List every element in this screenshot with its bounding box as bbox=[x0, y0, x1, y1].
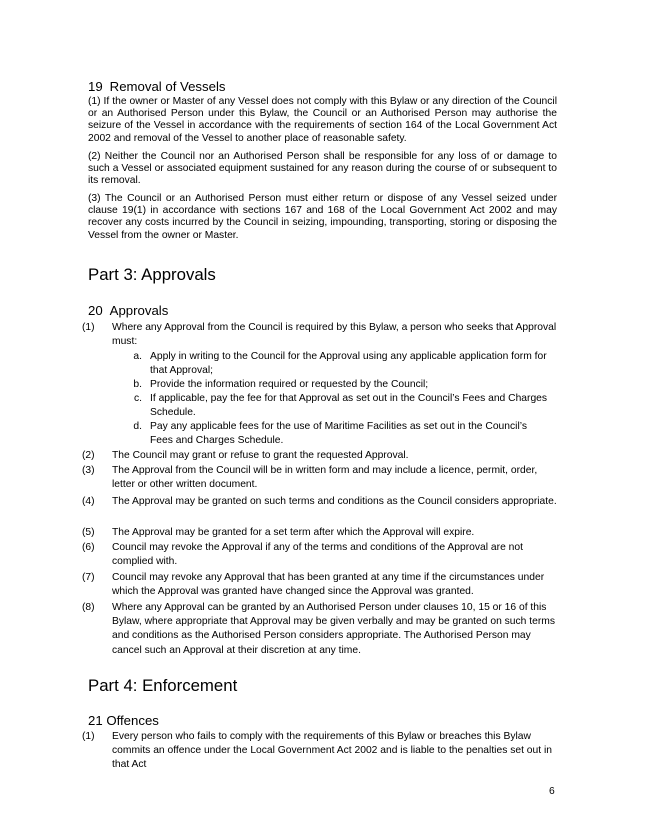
section-19-heading bbox=[88, 79, 225, 94]
list-item-label: (2) bbox=[82, 450, 95, 461]
list-item-label: (7) bbox=[82, 572, 95, 583]
list-item-text: The Council may grant or refuse to grant the requested Approval. bbox=[112, 450, 409, 461]
section-20-heading bbox=[88, 303, 168, 318]
section-19-para-2: (2) Neither the Council nor an Authorised Person shall be responsible for any loss of or damage to such a Vessel or associated equipment sustained for any reason during the course of or subsequent to its removal. bbox=[88, 151, 557, 187]
section-number: 20 bbox=[88, 303, 103, 318]
list-item-label: (8) bbox=[82, 602, 95, 613]
list-item-text: Council may revoke the Approval if any of the terms and conditions of the Approval are not complied with. bbox=[112, 542, 523, 568]
list-item-label: (1) bbox=[82, 731, 95, 742]
list-item-text: The Approval from the Council will be in written form and may include a licence, permit, order, letter or other written document. bbox=[112, 465, 538, 491]
section-19-para-1: (1) If the owner or Master of any Vessel does not comply with this Bylaw or any direction of the Council or an Authorised Person under this Bylaw, the Council or an Authorised Person may authorise the seizure of the Vessel in accordance with the requirements of section 164 of the Local Government Act 2002 and removal of the Vessel to another place of reasonable safety. bbox=[88, 96, 557, 144]
sub-item-label: a. bbox=[133, 351, 142, 362]
sub-item-label: d. bbox=[133, 421, 142, 432]
sub-item-text: Pay any applicable fees for the use of Maritime Facilities as set out in the Council’s Fees and Charges Schedule. bbox=[150, 421, 527, 447]
part-3-heading: Part 3: Approvals bbox=[88, 265, 216, 284]
list-item-label: (4) bbox=[82, 496, 95, 507]
page-number: 6 bbox=[549, 786, 555, 797]
document-page bbox=[82, 0, 557, 834]
list-item-text: The Approval may be granted on such terms and conditions as the Council considers appropriate. bbox=[112, 496, 557, 507]
sub-item-text: Provide the information required or requested by the Council; bbox=[150, 379, 429, 390]
list-item-label: (5) bbox=[82, 527, 95, 538]
section-21-heading: 21 Offences bbox=[88, 713, 159, 728]
list-item-text: The Approval may be granted for a set term after which the Approval will expire. bbox=[112, 527, 475, 538]
list-item-text: Every person who fails to comply with the requirements of this Bylaw or breaches this Bylaw commits an offence under the Local Government Act 2002 and is liable to the penalties set out in that Act bbox=[112, 731, 552, 771]
list-item-text: Where any Approval can be granted by an Authorised Person under clauses 10, 15 or 16 of this Bylaw, where appropriate that Approval may be given verbally and may be granted on such terms and conditions as the Authorised Person considers appropriate. The Authorised Person may cancel such an Approval at their discretion at any time. bbox=[112, 602, 556, 656]
sub-item-text: If applicable, pay the fee for that Approval as set out in the Council’s Fees and Charges Schedule. bbox=[150, 393, 548, 419]
section-title: Removal of Vessels bbox=[109, 79, 226, 94]
section-number: 19 bbox=[88, 79, 103, 94]
sub-item-label: b. bbox=[133, 379, 142, 390]
section-title: Approvals bbox=[109, 303, 169, 318]
list-item-text: Where any Approval from the Council is required by this Bylaw, a person who seeks that Approval must: bbox=[112, 322, 557, 348]
sub-item-label: c. bbox=[133, 393, 142, 404]
list-item-text: Council may revoke any Approval that has been granted at any time if the circumstances under which the Approval was granted have changed since the Approval was granted. bbox=[112, 572, 545, 598]
sub-item-text: Apply in writing to the Council for the Approval using any applicable application form for that Approval; bbox=[150, 351, 547, 377]
section-19-para-3: (3) The Council or an Authorised Person must either return or dispose of any Vessel seized under clause 19(1) in accordance with sections 167 and 168 of the Local Government Act 2002 and may recover any costs incurred by the Council in seizing, impounding, transporting, storing or disposing the Vessel from the owner or Master. bbox=[88, 193, 557, 241]
list-item-label: (3) bbox=[82, 465, 95, 476]
part-4-heading: Part 4: Enforcement bbox=[88, 676, 238, 695]
list-item-label: (6) bbox=[82, 542, 95, 553]
list-item-label: (1) bbox=[82, 322, 95, 333]
